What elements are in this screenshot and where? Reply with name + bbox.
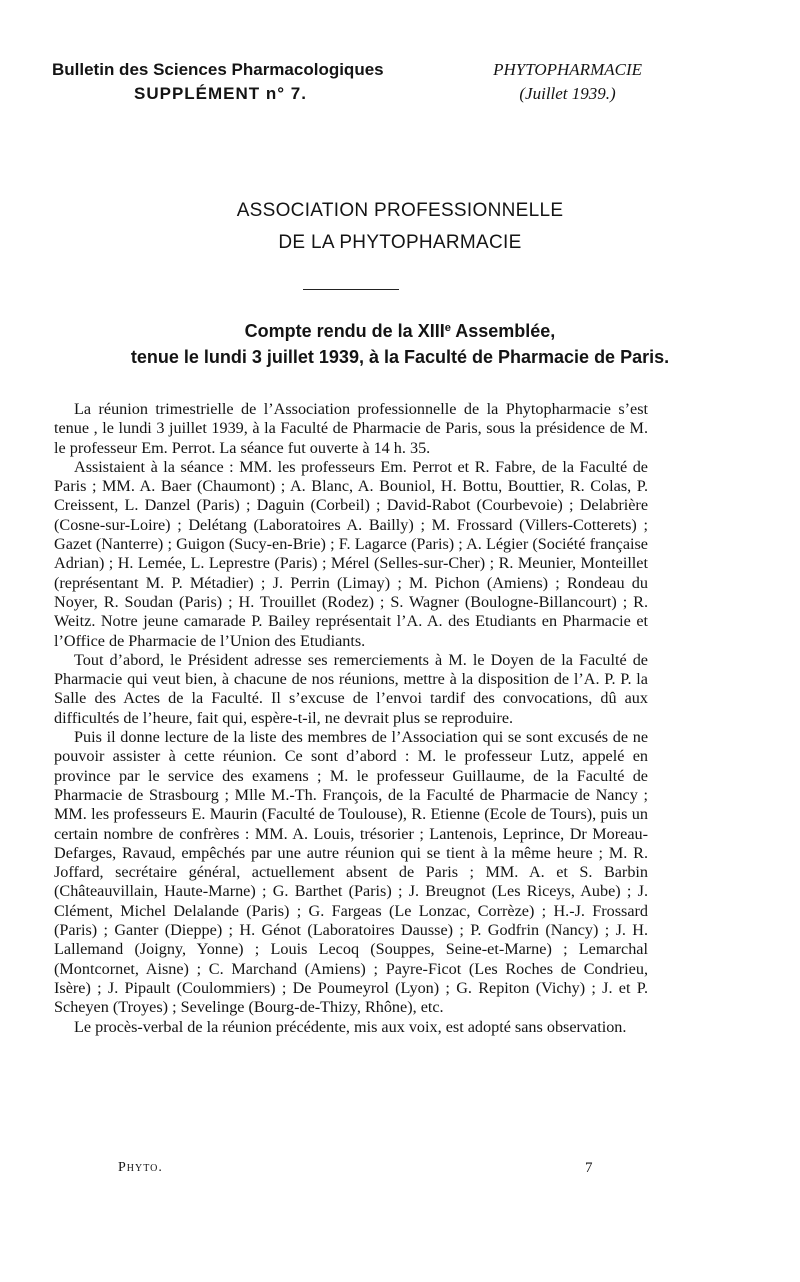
issue-date: (Juillet 1939.) bbox=[519, 84, 616, 103]
article-body bbox=[54, 400, 648, 1037]
paragraph-minutes: Le procès-verbal de la réunion précédente, mis aux voix, est adopté sans observation. bbox=[74, 1017, 627, 1036]
section-header bbox=[493, 58, 642, 106]
supplement-number: SUPPLÉMENT n° 7. bbox=[134, 84, 307, 103]
article-subtitle bbox=[40, 318, 760, 370]
paragraph-attendees: Assistaient à la séance : MM. les professeurs Em. Perrot et R. Fabre, de la Faculté de Paris ; MM. A. Baer (Chaumont) ; A. Blanc, A. Bouniol, H. Bottu, Bouttier, R. Colas, P. Creissent, L. Danzel (Paris) ; Daguin (Corbeil) ; David-Rabot (Courbevoie) ; Delabrière (Cosne-sur-Loire) ; Delétang (Laboratoires A. Bailly) ; M. Frossard (Villers-Cotterets) ; Gazet (Nanterre) ; Guigon (Sucy-en-Brie) ; F. Lagarce (Paris) ; A. Légier (Société française Adrian) ; H. Lemée, L. Leprestre (Paris) ; Mérel (Selles-sur-Cher) ; R. Meunier, Monteillet (représentant M. P. Métadier) ; J. Perrin (Limay) ; M. Pichon (Amiens) ; Rondeau du Noyer, R. Soudan (Paris) ; H. Trouillet (Rodez) ; S. Wagner (Boulogne-Billancourt) ; R. Weitz. Notre jeune camarade P. Bailey représentait l’A. A. des Etudiants en Pharmacie et l’Office de Pharmacie de l’Union des Etudiants. bbox=[54, 457, 648, 650]
journal-header bbox=[52, 58, 384, 106]
page-number: 7 bbox=[585, 1160, 593, 1176]
title-line-1: ASSOCIATION PROFESSIONNELLE bbox=[236, 200, 564, 221]
title-line-2: DE LA PHYTOPHARMACIE bbox=[278, 232, 522, 253]
footer-label: Phyto. bbox=[118, 1160, 163, 1175]
paragraph-excused: Puis il donne lecture de la liste des membres de l’Association qui se sont excusés de ne pouvoir assister à cette réunion. Ce sont d’abord : M. le professeur Lutz, appelé en province par le service des examens ; M. le professeur Guillaume, de la Faculté de Pharmacie de Strasbourg ; Mlle M.-Th. François, de la Faculté de Pharmacie de Nancy ; MM. les professeurs E. Maurin (Faculté de Toulouse), R. Etienne (Ecole de Tours), puis un certain nombre de confrères : MM. A. Louis, trésorier ; Lantenois, Leprince, Dr Moreau-Defarges, Ravaud, empêchés par une autre réunion qui se tient à la même heure ; M. R. Joffard, secrétaire général, actuellement absent de Paris ; MM. A. et S. Barbin (Châteauvillain, Haute-Marne) ; G. Barthet (Paris) ; J. Breugnot (Les Riceys, Aube) ; J. Clément, Michel Delalande (Paris) ; G. Fargeas (Le Lonzac, Corrèze) ; H.-J. Frossard (Paris) ; Ganter (Dieppe) ; H. Génot (Laboratoires Dausse) ; P. Godfrin (Nancy) ; J. H. Lallemand (Joigny, Yonne) ; Louis Lecoq (Souppes, Seine-et-Marne) ; Lemarchal (Montcornet, Aisne) ; C. Marchand (Amiens) ; Payre-Ficot (Les Roches de Condrieu, Isère) ; J. Pipault (Coulommiers) ; De Poumeyrol (Lyon) ; G. Repiton (Vichy) ; J. et P. Scheyen (Troyes) ; Sevelinge (Bourg-de-Thizy, Rhône), etc. bbox=[54, 728, 648, 1017]
subtitle-text: Compte rendu de la XIII bbox=[244, 321, 445, 341]
article-title bbox=[0, 195, 800, 259]
subtitle-line-1 bbox=[40, 318, 760, 344]
paragraph-opening: La réunion trimestrielle de l’Association professionnelle de la Phytopharmacie s’est tenue , le lundi 3 juillet 1939, à la Faculté de Pharmacie de Paris, sous la présidence de M. le professeur Em. Perrot. La séance fut ouverte à 14 h. 35. bbox=[54, 400, 648, 457]
paragraph-thanks: Tout d’abord, le Président adresse ses remerciements à M. le Doyen de la Faculté de Pharmacie qui veut bien, à chacune de nos réunions, mettre à la disposition de l’A. P. P. la Salle des Actes de la Faculté. Il s’excuse de l’envoi tardif des convocations, dû aux difficultés de l’heure, fait qui, espère-t-il, ne devrait plus se reproduire. bbox=[54, 650, 648, 727]
ordinal-suffix: e bbox=[444, 321, 451, 334]
journal-title: Bulletin des Sciences Pharmacologiques bbox=[52, 60, 384, 79]
subtitle-line-2: tenue le lundi 3 juillet 1939, à la Faculté de Pharmacie de Paris. bbox=[130, 347, 670, 367]
title-divider bbox=[303, 289, 399, 290]
section-name: PHYTOPHARMACIE bbox=[493, 60, 642, 79]
subtitle-text-end: Assemblée, bbox=[450, 321, 556, 341]
